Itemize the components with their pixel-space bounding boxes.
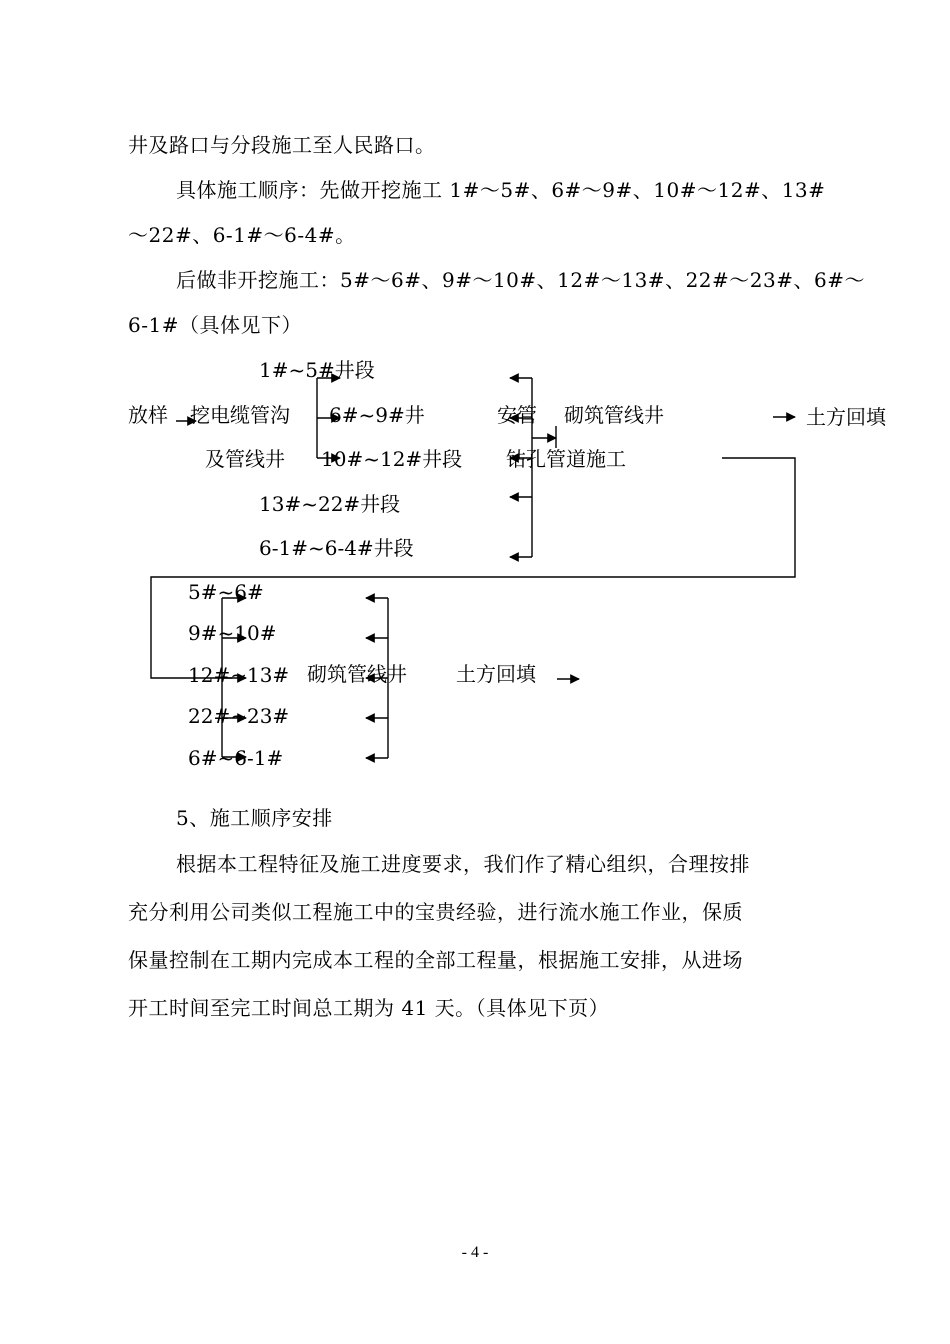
segment-label: 5#~6# xyxy=(188,580,264,604)
page-number: - 4 - xyxy=(461,1244,489,1261)
flow-step-masonry: 砌筑管线井 xyxy=(564,403,664,427)
paragraph-line: ～22#、6-1#～6-4#。 xyxy=(128,223,356,247)
paragraph-line: 保量控制在工期内完成本工程的全部工程量，根据施工安排，从进场 xyxy=(128,948,743,972)
paragraph-line: 具体施工顺序：先做开挖施工 1#～5#、6#～9#、10#～12#、13# xyxy=(176,178,826,202)
segment-label: 6#~9#井 xyxy=(329,403,425,427)
connector-line xyxy=(151,458,795,678)
paragraph-line: 后做非开挖施工：5#～6#、9#～10#、12#～13#、22#～23#、6#～ xyxy=(176,268,865,292)
segment-label: 10#~12#井段 xyxy=(321,447,463,471)
paragraph-line: 井及路口与分段施工至人民路口。 xyxy=(128,133,436,157)
flow-step-backfill: 土方回填 xyxy=(806,405,886,429)
paragraph-line: 开工时间至完工时间总工期为 41 天。（具体见下页） xyxy=(128,996,610,1020)
flow-step-trench: 挖电缆管沟 xyxy=(190,403,290,427)
segment-label: 6-1#~6-4#井段 xyxy=(259,536,414,560)
segment-label: 13#~22#井段 xyxy=(259,492,401,516)
segment-label: 1#~5#井段 xyxy=(259,358,375,382)
flow-step-start: 放样 xyxy=(128,403,168,427)
segment-label: 12#~13# xyxy=(188,663,290,687)
section-heading: 5、施工顺序安排 xyxy=(176,806,333,830)
flow-step-masonry: 砌筑管线井 xyxy=(307,662,407,686)
segment-label: 6#~6-1# xyxy=(188,746,284,770)
segment-label: 22#~23# xyxy=(188,704,290,728)
flow-step-drill-pipe: 钻孔管道施工 xyxy=(506,447,626,471)
flow-step-backfill: 土方回填 xyxy=(456,662,536,686)
paragraph-line: 充分利用公司类似工程施工中的宝贵经验，进行流水施工作业，保质 xyxy=(128,900,743,924)
flow-step-trench-sub: 及管线井 xyxy=(205,447,285,471)
segment-label: 9#~10# xyxy=(188,621,277,645)
paragraph-line: 6-1#（具体见下） xyxy=(128,313,302,337)
paragraph-line: 根据本工程特征及施工进度要求，我们作了精心组织，合理按排 xyxy=(176,852,750,876)
flow-step-pipe-install: 安管 xyxy=(497,403,537,427)
